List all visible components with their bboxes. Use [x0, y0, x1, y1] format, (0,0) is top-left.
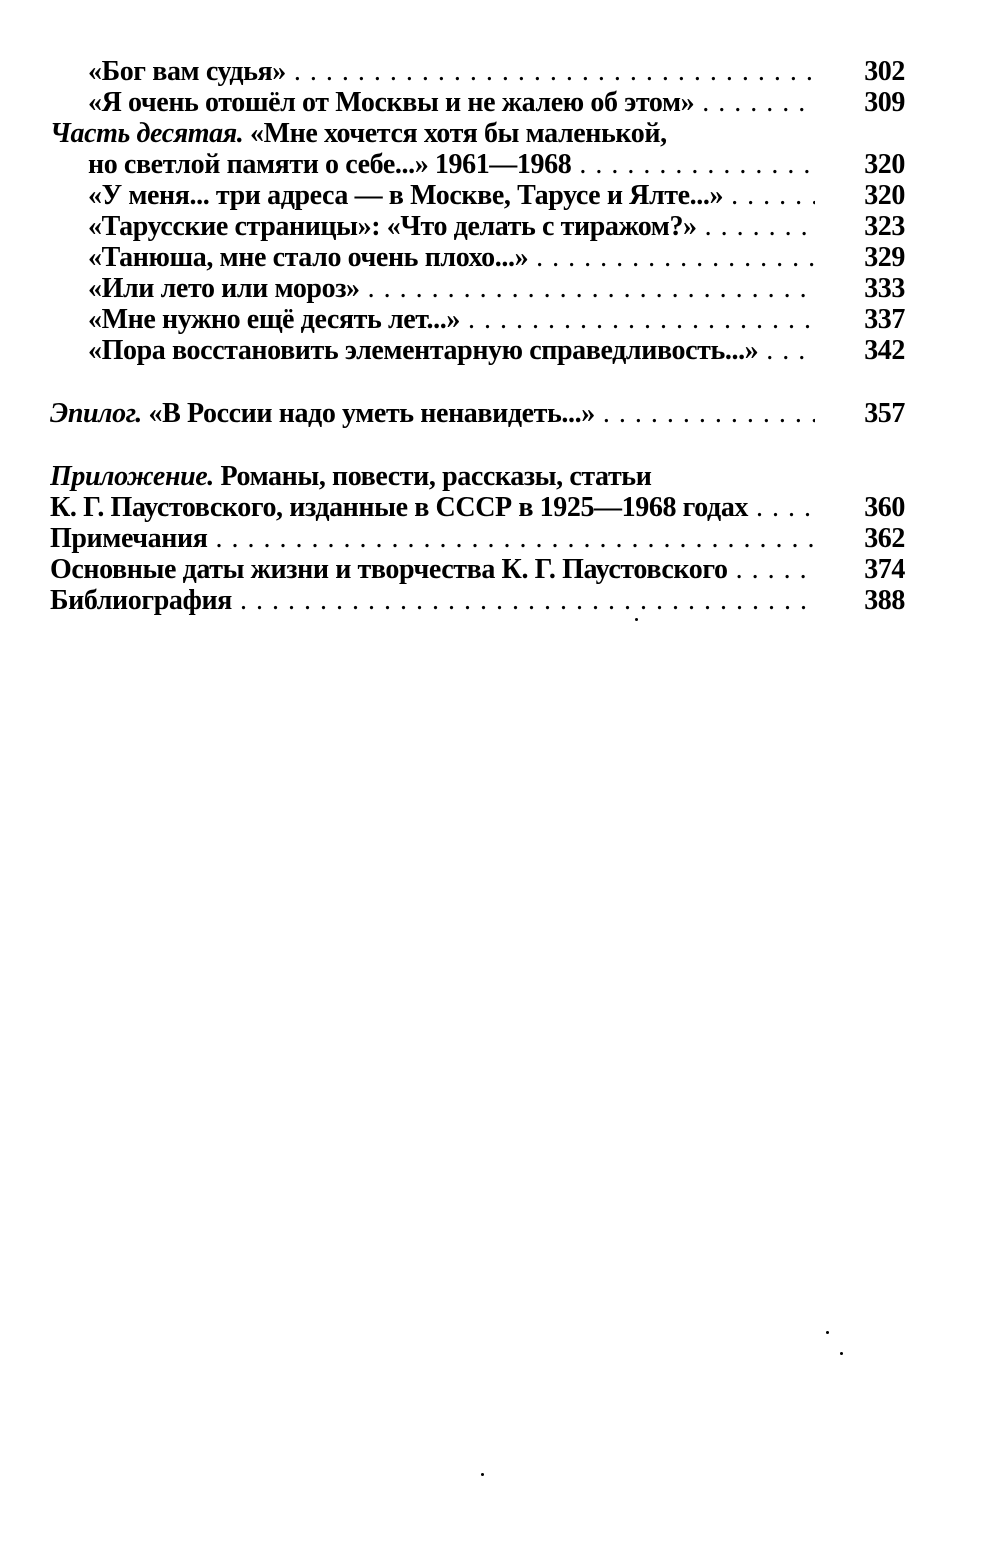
part-ten-prefix: Часть десятая.	[50, 118, 244, 149]
toc-entry-title: Библиография	[50, 585, 232, 616]
toc-page-number: 374	[864, 554, 905, 585]
section-spacer	[50, 429, 905, 461]
toc-entry[interactable]	[50, 242, 905, 273]
toc-page-number: 320	[864, 180, 905, 211]
toc-entry-title: «Или лето или мороз»	[88, 273, 360, 304]
toc-entry-title: «Тарусские страницы»: «Что делать с тиражом?»	[88, 211, 697, 242]
appendix-line2: К. Г. Паустовского, изданные в СССР в 1925—1968 годах	[50, 492, 749, 523]
toc-entry-title: «Я очень отошёл от Москвы и не жалею об этом»	[88, 87, 695, 118]
toc-page-number: 302	[864, 56, 905, 87]
toc-entry[interactable]	[50, 211, 905, 242]
table-of-contents	[50, 56, 905, 616]
appendix-line1: Романы, повести, рассказы, статьи	[220, 461, 652, 492]
epilogue-prefix: Эпилог.	[50, 398, 142, 429]
toc-page-number: 320	[864, 149, 905, 180]
toc-entry[interactable]	[50, 87, 905, 118]
dot-leader	[232, 585, 815, 616]
toc-entry[interactable]	[50, 554, 905, 585]
dot-leader	[758, 335, 815, 366]
dot-leader	[595, 398, 815, 429]
toc-entry[interactable]	[50, 304, 905, 335]
toc-page-number: 329	[864, 242, 905, 273]
dot-leader	[208, 523, 816, 554]
toc-entry[interactable]	[50, 56, 905, 87]
toc-entry[interactable]	[50, 149, 905, 180]
toc-page-number: 333	[864, 273, 905, 304]
dot-leader	[694, 87, 815, 118]
dot-leader	[460, 304, 815, 335]
dot-leader	[528, 242, 815, 273]
scan-speck	[635, 618, 638, 621]
scan-speck	[840, 1352, 843, 1355]
toc-page-number: 309	[864, 87, 905, 118]
toc-entry[interactable]	[50, 273, 905, 304]
section-spacer	[50, 366, 905, 398]
toc-entry-title: «Мне нужно ещё десять лет...»	[88, 304, 460, 335]
toc-page-number: 362	[864, 523, 905, 554]
toc-entry-title: Примечания	[50, 523, 208, 554]
scan-speck	[826, 1331, 829, 1334]
dot-leader	[723, 180, 815, 211]
toc-entry-epilogue[interactable]	[50, 398, 905, 429]
toc-entry[interactable]	[50, 585, 905, 616]
toc-entry[interactable]	[50, 523, 905, 554]
toc-entry[interactable]	[50, 180, 905, 211]
scan-speck	[481, 1473, 484, 1476]
dot-leader	[360, 273, 815, 304]
dot-leader	[571, 149, 815, 180]
appendix-heading[interactable]	[50, 461, 905, 492]
toc-entry-title: Основные даты жизни и творчества К. Г. Паустовского	[50, 554, 728, 585]
toc-entry[interactable]	[50, 492, 905, 523]
dot-leader	[748, 492, 815, 523]
appendix-prefix: Приложение.	[50, 461, 214, 492]
part-ten-title-line2: но светлой памяти о себе...» 1961—1968	[88, 149, 572, 180]
toc-entry[interactable]	[50, 335, 905, 366]
toc-page-number: 360	[864, 492, 905, 523]
part-ten-title-line1: «Мне хочется хотя бы маленькой,	[249, 118, 667, 149]
toc-entry-title: «У меня... три адреса — в Москве, Тарусе и Ялте...»	[88, 180, 724, 211]
part-ten-heading[interactable]	[50, 118, 905, 149]
toc-entry-title: «Танюша, мне стало очень плохо...»	[88, 242, 529, 273]
toc-entry-title: «В России надо уметь ненавидеть...»	[148, 398, 595, 429]
toc-page-number: 323	[864, 211, 905, 242]
toc-page-number: 337	[864, 304, 905, 335]
toc-page-number: 357	[864, 398, 905, 429]
dot-leader	[697, 211, 815, 242]
toc-page-number: 342	[864, 335, 905, 366]
dot-leader	[286, 56, 815, 87]
toc-page-number: 388	[864, 585, 905, 616]
toc-entry-title: «Пора восстановить элементарную справедливость...»	[88, 335, 759, 366]
toc-entry-title: «Бог вам судья»	[88, 56, 286, 87]
dot-leader	[728, 554, 815, 585]
